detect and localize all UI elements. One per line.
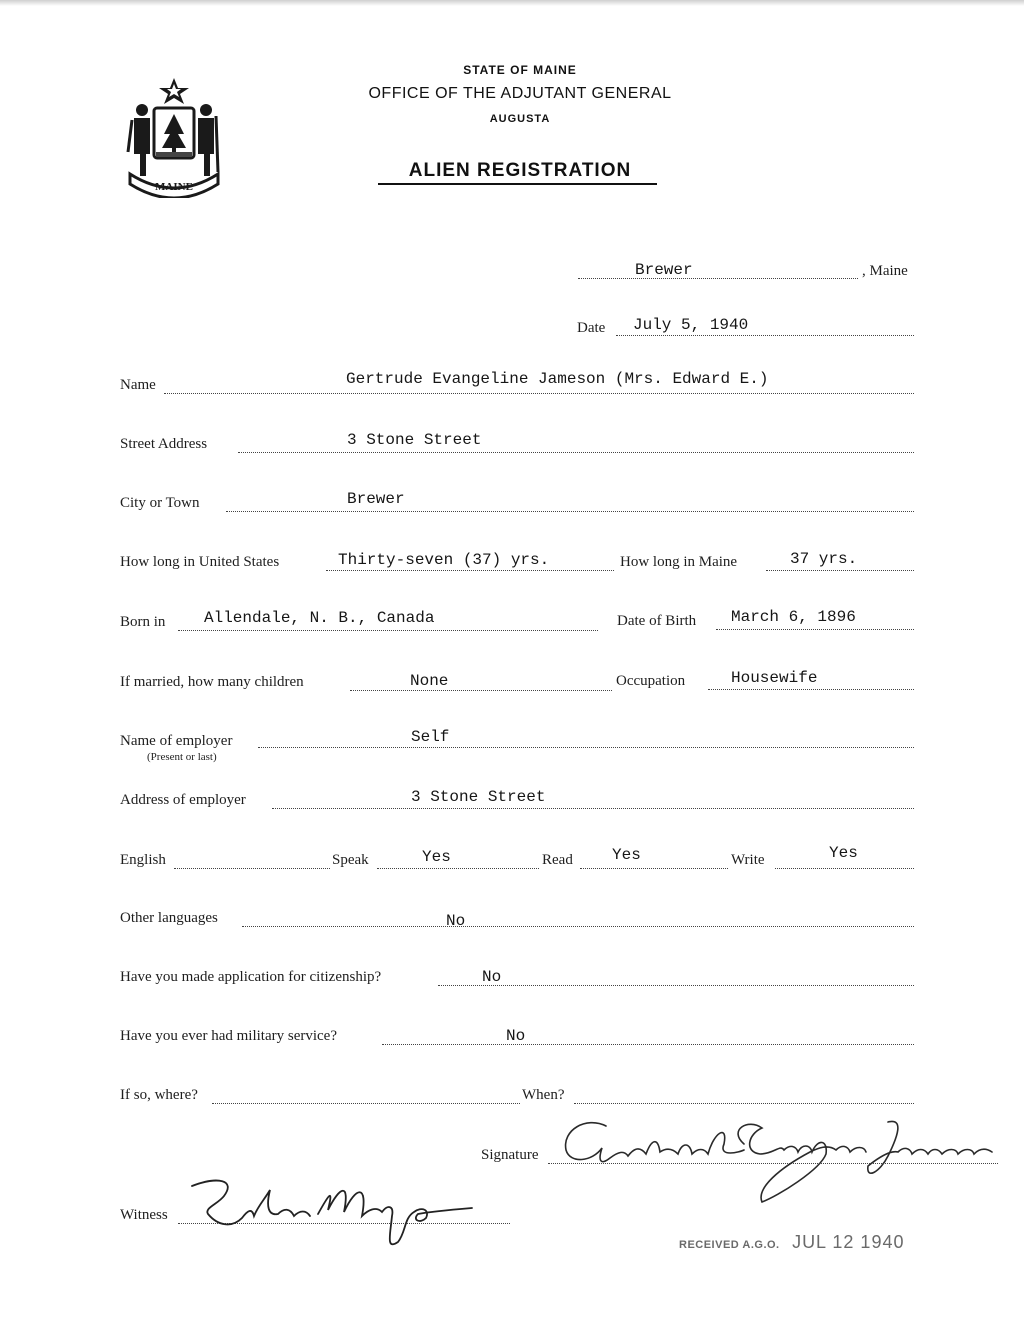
citizenship-value: No xyxy=(482,968,502,986)
svg-text:MAINE: MAINE xyxy=(155,181,193,193)
dob-value: March 6, 1896 xyxy=(731,608,856,626)
military-value: No xyxy=(506,1027,526,1045)
children-line xyxy=(350,690,612,691)
read-line xyxy=(580,868,728,869)
us-duration-value: Thirty-seven (37) yrs. xyxy=(338,551,550,569)
military-label: Have you ever had military service? xyxy=(120,1028,337,1044)
occupation-line xyxy=(708,689,914,690)
signature-label: Signature xyxy=(481,1147,539,1163)
applicant-signature xyxy=(548,1108,994,1204)
date-label: Date xyxy=(577,320,606,336)
header-office: OFFICE OF THE ADJUTANT GENERAL xyxy=(368,85,672,102)
witness-label: Witness xyxy=(120,1207,168,1223)
employer-line xyxy=(258,747,914,748)
employer-label: Name of employer xyxy=(120,733,233,749)
speak-value: Yes xyxy=(422,848,451,866)
received-stamp-date: JUL 12 1940 xyxy=(792,1232,905,1252)
street-value: 3 Stone Street xyxy=(347,431,482,449)
read-label: Read xyxy=(542,852,573,868)
street-label: Street Address xyxy=(120,436,208,452)
town-line xyxy=(578,278,858,279)
maine-suffix: , Maine xyxy=(862,263,908,279)
title-underline xyxy=(378,183,657,185)
header-state: STATE OF MAINE xyxy=(463,63,577,77)
speak-label: Speak xyxy=(332,852,369,868)
employer-address-value: 3 Stone Street xyxy=(411,788,546,806)
date-value: July 5, 1940 xyxy=(633,316,749,334)
city-line xyxy=(226,511,914,512)
us-duration-label: How long in United States xyxy=(120,554,280,570)
scan-edge xyxy=(0,0,1024,6)
maine-duration-value: 37 yrs. xyxy=(790,550,858,568)
employer-address-line xyxy=(272,808,914,809)
dob-line xyxy=(716,629,914,630)
employer-value: Self xyxy=(411,728,450,746)
town-value: Brewer xyxy=(635,261,693,279)
employer-sublabel: (Present or last) xyxy=(147,751,217,763)
other-languages-value: No xyxy=(446,912,466,930)
occupation-value: Housewife xyxy=(731,669,818,687)
name-line xyxy=(164,393,914,394)
city-label: City or Town xyxy=(120,495,200,511)
maine-state-seal xyxy=(120,76,228,198)
employer-address-label: Address of employer xyxy=(120,792,246,808)
form-title: ALIEN REGISTRATION xyxy=(408,160,632,181)
children-value: None xyxy=(410,672,449,690)
children-label: If married, how many children xyxy=(120,674,304,690)
witness-signature xyxy=(178,1166,474,1258)
born-label: Born in xyxy=(120,614,166,630)
when-line xyxy=(574,1103,914,1104)
citizenship-label: Have you made application for citizenship? xyxy=(120,969,382,985)
city-value: Brewer xyxy=(347,490,405,508)
write-value: Yes xyxy=(829,844,858,862)
english-line xyxy=(174,868,330,869)
name-label: Name xyxy=(120,377,156,393)
maine-duration-label: How long in Maine xyxy=(620,554,738,570)
where-label: If so, where? xyxy=(120,1087,198,1103)
received-stamp-label: RECEIVED A.G.O. xyxy=(679,1239,780,1251)
speak-line xyxy=(377,868,539,869)
other-languages-line xyxy=(242,926,914,927)
born-line xyxy=(178,630,598,631)
header-city: AUGUSTA xyxy=(489,113,551,125)
write-line xyxy=(775,868,914,869)
occupation-label: Occupation xyxy=(616,673,686,689)
born-value: Allendale, N. B., Canada xyxy=(204,609,435,627)
write-label: Write xyxy=(731,852,765,868)
date-line xyxy=(616,335,914,336)
when-label: When? xyxy=(522,1087,565,1103)
other-languages-label: Other languages xyxy=(120,910,218,926)
military-line xyxy=(382,1044,914,1045)
read-value: Yes xyxy=(612,846,641,864)
us-duration-line xyxy=(326,570,614,571)
dob-label: Date of Birth xyxy=(617,613,697,629)
english-label: English xyxy=(120,852,166,868)
street-line xyxy=(238,452,914,453)
name-value: Gertrude Evangeline Jameson (Mrs. Edward E.) xyxy=(346,370,769,388)
maine-duration-line xyxy=(766,570,914,571)
where-line xyxy=(212,1103,520,1104)
received-stamp xyxy=(679,1232,904,1253)
citizenship-line xyxy=(438,985,914,986)
